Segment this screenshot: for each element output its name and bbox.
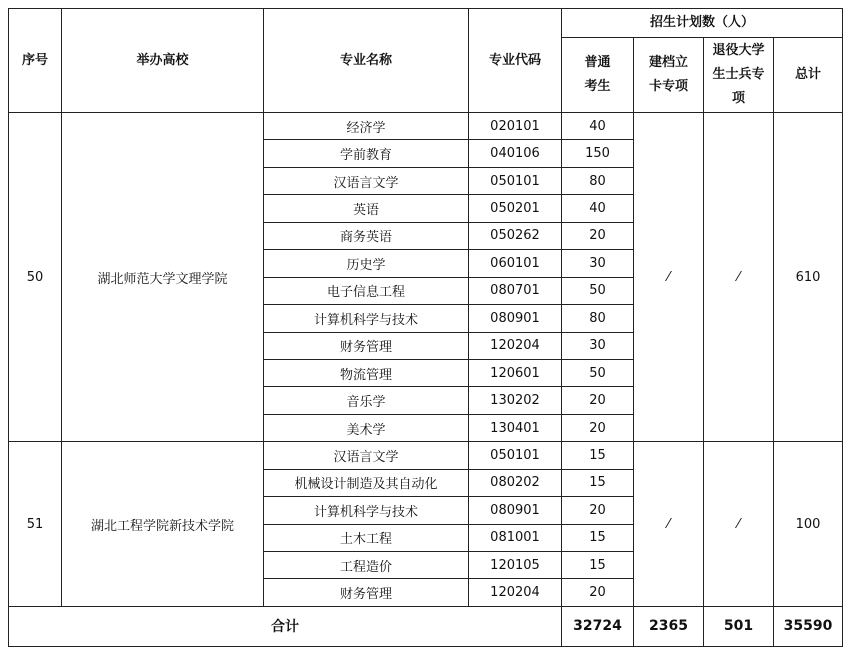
- veteran-cell: ⁄: [704, 442, 774, 607]
- code-cell: 050262: [469, 222, 562, 249]
- code-cell: 050101: [469, 167, 562, 194]
- regular-cell: 50: [562, 359, 634, 386]
- header-school: 举办高校: [62, 9, 264, 113]
- header-regular-line: 考生: [584, 79, 611, 94]
- code-cell: 050201: [469, 195, 562, 222]
- header-row-top: [9, 9, 843, 38]
- header-plan-group: 招生计划数（人）: [562, 9, 843, 38]
- regular-cell: 50: [562, 277, 634, 304]
- major-cell: 财务管理: [264, 332, 469, 359]
- code-cell: 120204: [469, 579, 562, 606]
- regular-cell: 150: [562, 140, 634, 167]
- major-cell: 土木工程: [264, 524, 469, 551]
- table-row: [9, 113, 843, 140]
- major-cell: 经济学: [264, 113, 469, 140]
- regular-cell: 40: [562, 195, 634, 222]
- code-cell: 040106: [469, 140, 562, 167]
- code-cell: 081001: [469, 524, 562, 551]
- major-cell: 汉语言文学: [264, 442, 469, 469]
- veteran-cell: ⁄: [704, 113, 774, 442]
- card-cell: ⁄: [634, 113, 704, 442]
- header-veteran-line: 生士兵专: [712, 67, 765, 82]
- code-cell: 020101: [469, 113, 562, 140]
- major-cell: 美术学: [264, 414, 469, 441]
- summary-card: 2365: [634, 606, 704, 646]
- regular-cell: 20: [562, 222, 634, 249]
- code-cell: 060101: [469, 250, 562, 277]
- major-cell: 计算机科学与技术: [264, 497, 469, 524]
- summary-label: 合计: [9, 606, 562, 646]
- major-cell: 工程造价: [264, 552, 469, 579]
- major-cell: 计算机科学与技术: [264, 305, 469, 332]
- major-cell: 学前教育: [264, 140, 469, 167]
- seq-cell: 51: [9, 442, 62, 607]
- header-card: [634, 38, 704, 113]
- major-cell: 音乐学: [264, 387, 469, 414]
- header-veteran: [704, 38, 774, 113]
- card-cell: ⁄: [634, 442, 704, 607]
- header-code: 专业代码: [469, 9, 562, 113]
- regular-cell: 40: [562, 113, 634, 140]
- summary-regular: 32724: [562, 606, 634, 646]
- major-cell: 历史学: [264, 250, 469, 277]
- regular-cell: 30: [562, 250, 634, 277]
- table-body: [9, 113, 843, 607]
- code-cell: 130401: [469, 414, 562, 441]
- regular-cell: 20: [562, 387, 634, 414]
- major-cell: 电子信息工程: [264, 277, 469, 304]
- summary-total: 35590: [774, 606, 843, 646]
- seq-cell: 50: [9, 113, 62, 442]
- header-card-line: 卡专项: [648, 79, 688, 94]
- code-cell: 080202: [469, 469, 562, 496]
- regular-cell: 80: [562, 305, 634, 332]
- major-cell: 物流管理: [264, 359, 469, 386]
- code-cell: 080901: [469, 497, 562, 524]
- header-total: 总计: [774, 38, 843, 113]
- regular-cell: 20: [562, 579, 634, 606]
- header-veteran-line: 退役大学: [712, 43, 765, 58]
- regular-cell: 15: [562, 552, 634, 579]
- code-cell: 120601: [469, 359, 562, 386]
- total-cell: 100: [774, 442, 843, 607]
- regular-cell: 15: [562, 469, 634, 496]
- code-cell: 080901: [469, 305, 562, 332]
- summary-veteran: 501: [704, 606, 774, 646]
- code-cell: 050101: [469, 442, 562, 469]
- major-cell: 英语: [264, 195, 469, 222]
- total-cell: 610: [774, 113, 843, 442]
- regular-cell: 20: [562, 497, 634, 524]
- school-cell: 湖北工程学院新技术学院: [62, 442, 264, 607]
- regular-cell: 15: [562, 442, 634, 469]
- code-cell: 120105: [469, 552, 562, 579]
- regular-cell: 20: [562, 414, 634, 441]
- major-cell: 汉语言文学: [264, 167, 469, 194]
- table-row: [9, 442, 843, 469]
- major-cell: 财务管理: [264, 579, 469, 606]
- code-cell: 130202: [469, 387, 562, 414]
- header-regular-line: 普通: [584, 55, 611, 70]
- header-regular: [562, 38, 634, 113]
- enrollment-plan-table: [8, 8, 843, 647]
- code-cell: 120204: [469, 332, 562, 359]
- code-cell: 080701: [469, 277, 562, 304]
- header-major: 专业名称: [264, 9, 469, 113]
- regular-cell: 30: [562, 332, 634, 359]
- regular-cell: 15: [562, 524, 634, 551]
- major-cell: 商务英语: [264, 222, 469, 249]
- header-card-line: 建档立: [648, 55, 688, 70]
- header-seq: 序号: [9, 9, 62, 113]
- major-cell: 机械设计制造及其自动化: [264, 469, 469, 496]
- summary-row: [9, 606, 843, 646]
- header-veteran-line: 项: [731, 91, 745, 106]
- regular-cell: 80: [562, 167, 634, 194]
- school-cell: 湖北师范大学文理学院: [62, 113, 264, 442]
